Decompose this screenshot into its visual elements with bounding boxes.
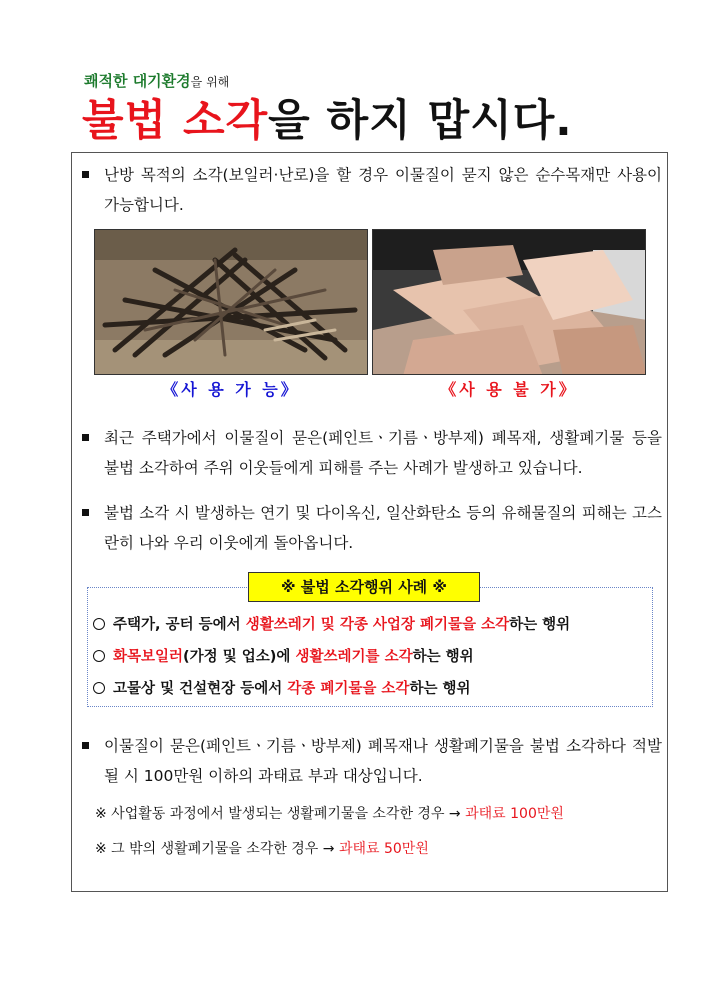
bullet-4: [82, 731, 662, 791]
bullet-4-text: 이물질이 묻은(페인트ㆍ기름ㆍ방부제) 폐목재나 생활폐기물을 불법 소각하다 적발될 시 100만원 이하의 과태료 부과 대상입니다.: [104, 737, 662, 785]
subtitle-green: 쾌적한 대기환경: [84, 72, 191, 90]
cases-title: ※ 불법 소각행위 사례 ※: [248, 572, 480, 602]
bullet-square-icon: [82, 509, 89, 516]
note-1-fine: 과태료 100만원: [465, 806, 564, 822]
title-black: 을 하지 맙시다.: [268, 96, 573, 146]
note-1: [95, 803, 564, 823]
subtitle: [84, 70, 229, 91]
caption-allowed: 《사 용 가 능》: [162, 380, 300, 399]
case-1-b: 생활쓰레기 및 각종 사업장 폐기물을 소각: [245, 617, 510, 633]
case-2-d: 하는 행위: [412, 649, 474, 665]
bullet-1-text: 난방 목적의 소각(보일러·난로)을 할 경우 이물질이 묻지 않은 순수목재만 사용이 가능합니다.: [104, 166, 662, 214]
bullet-square-icon: [82, 434, 89, 441]
case-3: [93, 677, 471, 698]
firewood-image: [95, 230, 368, 375]
case-2-c: 생활쓰레기를 소각: [295, 649, 413, 665]
painted-wood-image: [373, 230, 646, 375]
bullet-1: [82, 160, 662, 220]
bullet-2: [82, 423, 662, 483]
case-3-a: 고물상 및 건설현장 등에서: [113, 681, 288, 697]
case-1-a: 주택가, 공터 등에서: [113, 617, 246, 633]
photo-painted-wood: [372, 229, 646, 375]
case-3-c: 하는 행위: [409, 681, 471, 697]
caption-forbidden: 《사 용 불 가》: [440, 380, 578, 399]
note-1-a: ※ 사업활동 과정에서 발생되는 생활폐기물을 소각한 경우 →: [95, 806, 466, 822]
bullet-3: [82, 498, 662, 558]
case-2-b: (가정 및 업소)에: [183, 649, 296, 665]
photo-firewood: [94, 229, 368, 375]
case-1: [93, 613, 570, 634]
case-2: [93, 645, 474, 666]
bullet-2-text: 최근 주택가에서 이물질이 묻은(페인트ㆍ기름ㆍ방부제) 폐목재, 생활폐기물 등을 불법 소각하여 주위 이웃들에게 피해를 주는 사례가 발생하고 있습니다.: [104, 429, 662, 477]
bullet-3-text: 불법 소각 시 발생하는 연기 및 다이옥신, 일산화탄소 등의 유해물질의 피해는 고스란히 나와 우리 이웃에게 돌아옵니다.: [104, 504, 662, 552]
title-red: 불법 소각: [82, 96, 269, 146]
case-2-a: 화목보일러: [113, 649, 184, 665]
circle-bullet-icon: [93, 618, 105, 630]
bullet-square-icon: [82, 171, 89, 178]
page-title: [82, 93, 573, 149]
subtitle-suffix: 을 위해: [190, 75, 230, 89]
bullet-square-icon: [82, 742, 89, 749]
case-1-c: 하는 행위: [509, 617, 571, 633]
note-2-fine: 과태료 50만원: [338, 841, 429, 857]
case-3-b: 각종 폐기물을 소각: [287, 681, 410, 697]
circle-bullet-icon: [93, 650, 105, 662]
circle-bullet-icon: [93, 682, 105, 694]
note-2-a: ※ 그 밖의 생활폐기물을 소각한 경우 →: [95, 841, 339, 857]
note-2: [95, 838, 429, 858]
